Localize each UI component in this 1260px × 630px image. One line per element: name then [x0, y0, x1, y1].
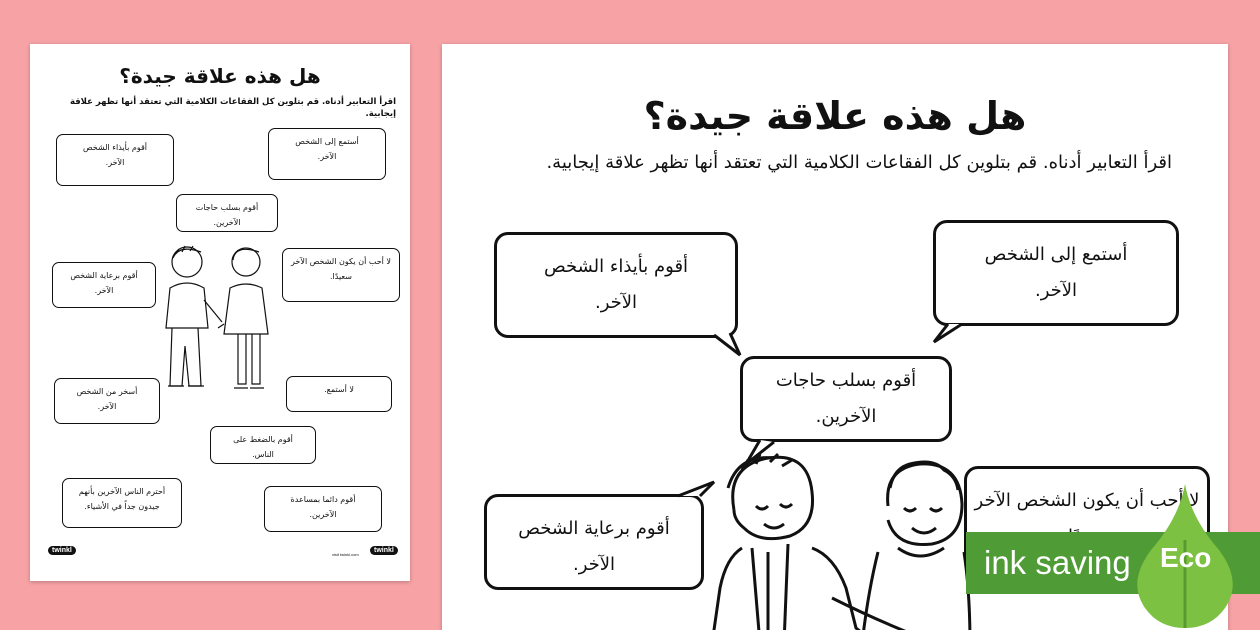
worksheet-title: هل هذه علاقة جيدة؟ — [119, 64, 321, 88]
children-holding-hands-illustration — [160, 240, 280, 406]
twinkl-logo: twinkl — [48, 546, 76, 555]
speech-bubble: أسخر من الشخص الآخر. — [54, 378, 160, 424]
worksheet-title: هل هذه علاقة جيدة؟ — [643, 94, 1027, 138]
speech-bubble: لا أحب أن يكون الشخص الآخر سعيدًا. — [282, 248, 400, 302]
children-holding-hands-illustration — [712, 448, 972, 630]
worksheet-thumbnail[interactable] — [30, 44, 410, 581]
speech-bubble: أقوم برعاية الشخص الآخر. — [484, 494, 704, 590]
speech-bubble: لا أستمع. — [286, 376, 392, 412]
speech-bubble: أحترم الناس الآخرين بأنهم جيدون جداً في الأشياء. — [62, 478, 182, 528]
speech-bubble: لا أحب أن يكون الشخص الآخر — [964, 466, 1210, 572]
twinkl-logo-right: twinkl — [370, 546, 398, 555]
speech-bubble: أستمع إلى الشخص الآخر. — [933, 220, 1179, 326]
footer-url: visit twinkl.com — [332, 552, 359, 557]
ink-saving-label: ink saving — [984, 544, 1131, 581]
worksheet-instructions: اقرأ التعابير أدناه. قم بتلوين كل الفقاعات الكلامية التي تعتقد أنها تظهر علاقة إيجابية. — [69, 97, 396, 119]
speech-bubble: أستمع إلى الشخص الآخر. — [268, 128, 386, 180]
speech-bubble: أقوم بسلب حاجات الآخرين. — [176, 194, 278, 232]
speech-bubble: أقوم بأيذاء الشخص الآخر. — [494, 232, 738, 338]
speech-bubble: أقوم بأيذاء الشخص الآخر. — [56, 134, 174, 186]
speech-bubble: أقوم برعاية الشخص الآخر. — [52, 262, 156, 308]
speech-bubble: أقوم بالضغط على الناس. — [210, 426, 316, 464]
worksheet-instructions: اقرأ التعابير أدناه. قم بتلوين كل الفقاعات الكلامية التي تعتقد أنها تظهر علاقة إيجابية. — [546, 152, 1172, 173]
speech-bubble: أقوم دائما بمساعدة الآخرين. — [264, 486, 382, 532]
speech-bubble: أقوم بسلب حاجات الآخرين. — [740, 356, 952, 442]
eco-label: Eco — [1160, 542, 1212, 573]
